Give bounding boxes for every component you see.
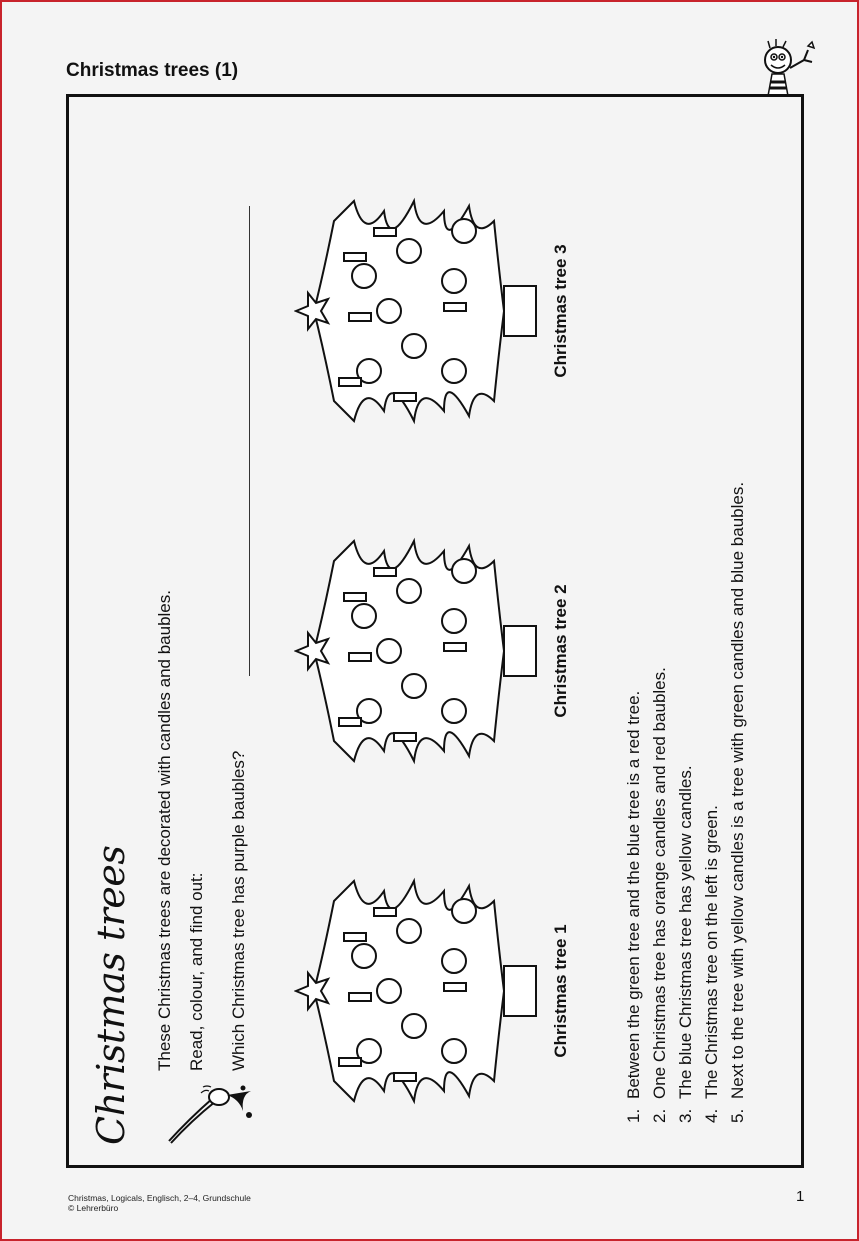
worksheet-frame <box>66 94 804 1168</box>
footer <box>68 1193 251 1213</box>
instruction-text: Read, colour, and find out: <box>187 872 206 1071</box>
clue-1 <box>624 691 644 1123</box>
clue-number: 4. <box>702 1108 721 1123</box>
question-text: Which Christmas tree has purple baubles? <box>229 750 248 1071</box>
intro-text: These Christmas trees are decorated with candles and baubles. <box>155 590 174 1071</box>
christmas-tree-1 <box>294 861 544 1121</box>
clue-number: 5. <box>728 1108 747 1123</box>
page-title: Christmas trees (1) <box>66 60 239 81</box>
brush-icon <box>161 1081 256 1151</box>
christmas-tree-icon <box>296 201 536 421</box>
footer-line-2: © Lehrerbüro <box>68 1203 119 1213</box>
clue-text: The blue Christmas tree has yellow candles. <box>676 765 695 1099</box>
christmas-tree-icon <box>296 881 536 1101</box>
tree-label-3: Christmas tree 3 <box>551 244 570 378</box>
christmas-tree-icon <box>296 541 536 761</box>
clue-text: One Christmas tree has orange candles and red baubles. <box>650 667 669 1099</box>
clue-number: 1. <box>624 1108 643 1123</box>
worksheet-content <box>69 97 807 1171</box>
clue-number: 3. <box>676 1108 695 1123</box>
clue-number: 2. <box>650 1108 669 1123</box>
clue-5 <box>728 482 748 1123</box>
clue-3 <box>676 765 696 1123</box>
page-number: 1 <box>796 1188 805 1205</box>
mascot-icon <box>748 38 824 98</box>
tree-label-1: Christmas tree 1 <box>551 924 570 1058</box>
clue-text: Next to the tree with yellow candles is a tree with green candles and blue baubles. <box>728 481 747 1099</box>
worksheet-title: Christmas trees <box>89 845 133 1145</box>
footer-line-1: Christmas, Logicals, Englisch, 2–4, Grundschule <box>68 1193 251 1203</box>
clue-text: Between the green tree and the blue tree is a red tree. <box>624 690 643 1099</box>
answer-line <box>249 206 250 676</box>
christmas-tree-2 <box>294 521 544 781</box>
clue-text: The Christmas tree on the left is green. <box>702 805 721 1099</box>
tree-label-2: Christmas tree 2 <box>551 584 570 718</box>
clue-4 <box>702 805 722 1123</box>
clue-2 <box>650 667 670 1123</box>
christmas-tree-3 <box>294 181 544 441</box>
